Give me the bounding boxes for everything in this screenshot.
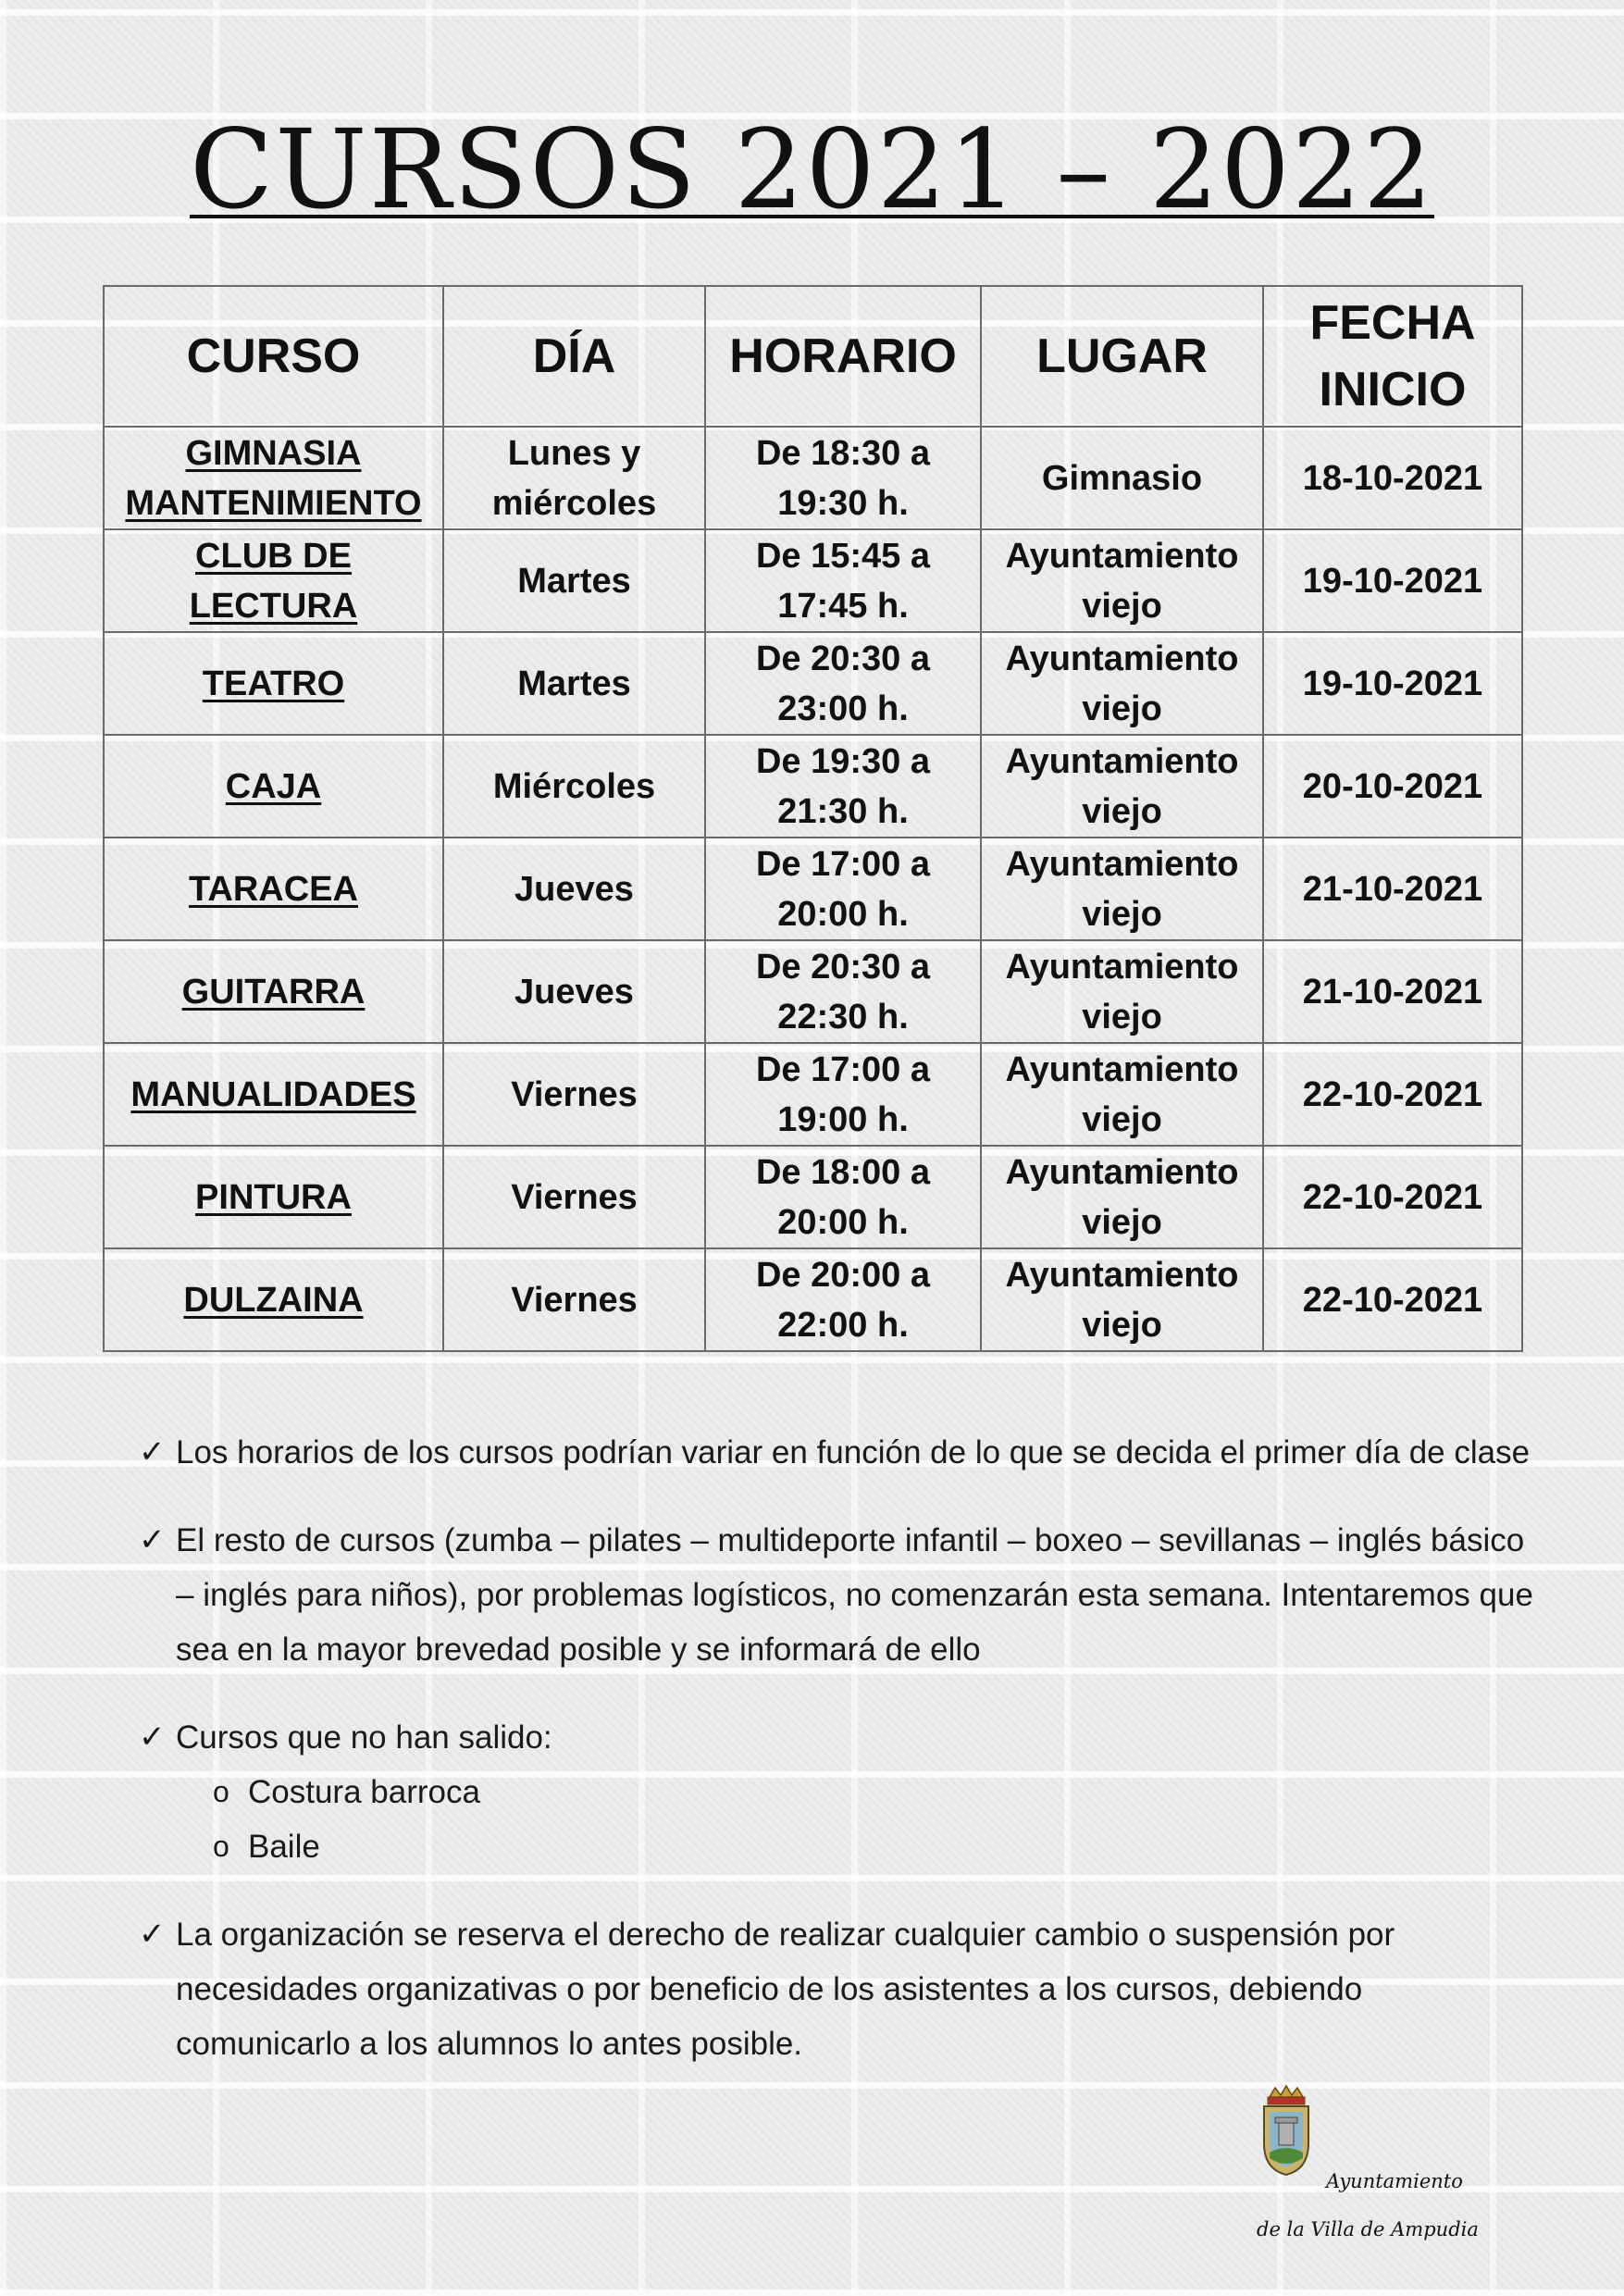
place-line2: viejo	[1082, 1202, 1162, 1242]
course-cell	[104, 529, 443, 632]
place-line1: Ayuntamiento	[1005, 741, 1239, 781]
time-line1: De 19:30 a	[755, 741, 930, 781]
header-day: DÍA	[443, 286, 705, 427]
start-date-cell: 22-10-2021	[1263, 1248, 1522, 1351]
start-date-cell: 19-10-2021	[1263, 632, 1522, 735]
header-course: CURSO	[104, 286, 443, 427]
time-line2: 20:00 h.	[777, 1202, 909, 1242]
note-text: Cursos que no han salido:	[176, 1719, 552, 1756]
schedule-cell	[705, 1043, 981, 1146]
schedule-cell	[705, 735, 981, 838]
day-line2: miércoles	[491, 483, 657, 523]
day-cell	[443, 427, 705, 529]
page-title	[0, 105, 1624, 233]
course-cell	[104, 735, 443, 838]
table-row	[104, 735, 1522, 838]
place-line2: viejo	[1082, 586, 1162, 626]
place-line2: viejo	[1082, 894, 1162, 934]
place-line1: Ayuntamiento	[1005, 947, 1239, 987]
place-cell	[981, 1146, 1263, 1248]
time-line2: 19:00 h.	[777, 1099, 909, 1139]
time-line2: 23:00 h.	[777, 689, 909, 728]
place-cell	[981, 838, 1263, 940]
checkmark-icon: ✓	[139, 1917, 166, 1952]
note-item	[139, 1710, 1545, 1874]
course-cell	[104, 940, 443, 1043]
checkmark-icon: ✓	[139, 1434, 166, 1470]
course-cell	[104, 1043, 443, 1146]
coat-of-arms-icon	[1257, 2084, 1316, 2177]
time-line2: 19:30 h.	[777, 483, 909, 523]
page-title-text: CURSOS 2021 – 2022	[189, 105, 1435, 233]
place-line2: viejo	[1082, 791, 1162, 831]
checkmark-icon: ✓	[139, 1719, 166, 1755]
course-name: CLUB DE LECTURA	[189, 536, 358, 626]
header-start-line1: FECHA	[1309, 296, 1476, 350]
day-cell: Martes	[443, 529, 705, 632]
note-item	[139, 1513, 1545, 1677]
time-line2: 22:00 h.	[777, 1305, 909, 1345]
place-cell	[981, 427, 1263, 529]
table-row	[104, 838, 1522, 940]
time-line2: 22:30 h.	[777, 997, 909, 1036]
time-line1: De 18:00 a	[755, 1152, 930, 1192]
place-line2: viejo	[1082, 1305, 1162, 1345]
checkmark-icon: ✓	[139, 1522, 166, 1558]
table-row	[104, 427, 1522, 529]
place-line1: Ayuntamiento	[1005, 1255, 1239, 1295]
schedule-cell	[705, 1146, 981, 1248]
header-start-line2: INICIO	[1319, 363, 1467, 416]
course-name: GIMNASIA	[185, 433, 362, 473]
table-row	[104, 632, 1522, 735]
place-cell	[981, 940, 1263, 1043]
day-cell: Jueves	[443, 838, 705, 940]
table-row	[104, 1248, 1522, 1351]
place-cell	[981, 1248, 1263, 1351]
course-name: DULZAINA	[183, 1280, 364, 1320]
time-line1: De 20:30 a	[755, 639, 930, 678]
schedule-cell	[705, 1248, 981, 1351]
header-place: LUGAR	[981, 286, 1263, 427]
day-cell: Jueves	[443, 940, 705, 1043]
day-line1: Lunes y	[507, 433, 641, 473]
course-name: GUITARRA	[181, 972, 366, 1011]
time-line1: De 17:00 a	[755, 844, 930, 884]
course-name: TEATRO	[202, 664, 345, 703]
time-line1: De 17:00 a	[755, 1049, 930, 1089]
circle-bullet-icon: o	[213, 1775, 229, 1808]
table-row	[104, 1146, 1522, 1248]
table-header-row	[104, 286, 1522, 427]
schedule-cell	[705, 940, 981, 1043]
note-text: El resto de cursos (zumba – pilates – multideporte infantil – boxeo – sevillanas – inglés básico – inglés para niños), por problemas logísticos, no comenzarán esta semana. Intentaremos que sea en la mayor brevedad posible y se informará de ello	[176, 1522, 1533, 1668]
course-name: TARACEA	[189, 869, 358, 909]
header-start-date	[1263, 286, 1522, 427]
start-date-cell: 19-10-2021	[1263, 529, 1522, 632]
table-row	[104, 529, 1522, 632]
note-text: Los horarios de los cursos podrían variar en función de lo que se decida el primer día de clase	[176, 1434, 1531, 1471]
place-line1: Ayuntamiento	[1005, 639, 1239, 678]
time-line2: 17:45 h.	[777, 586, 909, 626]
day-cell: Miércoles	[443, 735, 705, 838]
start-date-cell: 21-10-2021	[1263, 940, 1522, 1043]
note-text: La organización se reserva el derecho de realizar cualquier cambio o suspensión por necesidades organizativas o por beneficio de los asistentes a los cursos, debiendo comunicarlo a los alumnos lo antes posible.	[176, 1917, 1395, 2062]
schedule-cell	[705, 632, 981, 735]
place-cell	[981, 735, 1263, 838]
place-cell	[981, 1043, 1263, 1146]
place-line1: Ayuntamiento	[1005, 536, 1239, 576]
header-schedule: HORARIO	[705, 286, 981, 427]
place-line1: Ayuntamiento	[1005, 1049, 1239, 1089]
start-date-cell: 18-10-2021	[1263, 427, 1522, 529]
course-name: CAJA	[225, 766, 322, 806]
course-name: PINTURA	[195, 1177, 352, 1217]
day-cell: Viernes	[443, 1043, 705, 1146]
sub-item-text: Costura barroca	[248, 1774, 480, 1810]
time-line1: De 20:30 a	[755, 947, 930, 987]
time-line1: De 18:30 a	[755, 433, 930, 473]
start-date-cell: 21-10-2021	[1263, 838, 1522, 940]
sub-list	[176, 1765, 1545, 1874]
place-line1: Ayuntamiento	[1005, 844, 1239, 884]
course-cell	[104, 1248, 443, 1351]
circle-bullet-icon: o	[213, 1830, 229, 1863]
place-line2: viejo	[1082, 1099, 1162, 1139]
time-line1: De 20:00 a	[755, 1255, 930, 1295]
schedule-cell	[705, 838, 981, 940]
place-line2: viejo	[1082, 689, 1162, 728]
place-line1: Ayuntamiento	[1005, 1152, 1239, 1192]
schedule-cell	[705, 427, 981, 529]
place-line1: Gimnasio	[1041, 458, 1203, 498]
place-cell	[981, 632, 1263, 735]
course-cell	[104, 427, 443, 529]
course-name: MANUALIDADES	[130, 1074, 416, 1114]
course-name-line2: MANTENIMIENTO	[125, 483, 422, 523]
start-date-cell: 22-10-2021	[1263, 1146, 1522, 1248]
sub-item-text: Baile	[248, 1829, 320, 1865]
start-date-cell: 20-10-2021	[1263, 735, 1522, 838]
course-cell	[104, 1146, 443, 1248]
place-cell	[981, 529, 1263, 632]
time-line2: 21:30 h.	[777, 791, 909, 831]
course-cell	[104, 632, 443, 735]
day-cell: Viernes	[443, 1146, 705, 1248]
table-row	[104, 940, 1522, 1043]
note-item	[139, 1425, 1545, 1480]
start-date-cell: 22-10-2021	[1263, 1043, 1522, 1146]
courses-table	[103, 285, 1523, 1352]
day-cell: Martes	[443, 632, 705, 735]
logo-text-line2: de la Villa de Ampudia	[1257, 2218, 1479, 2240]
time-line2: 20:00 h.	[777, 894, 909, 934]
note-item	[139, 1907, 1545, 2071]
sub-list-item	[213, 1765, 1545, 1819]
notes-list	[139, 1425, 1545, 2104]
course-cell	[104, 838, 443, 940]
sub-list-item	[213, 1819, 1545, 1874]
place-line2: viejo	[1082, 997, 1162, 1036]
day-cell: Viernes	[443, 1248, 705, 1351]
table-row	[104, 1043, 1522, 1146]
logo-text-line1: Ayuntamiento	[1326, 2170, 1463, 2192]
schedule-cell	[705, 529, 981, 632]
time-line1: De 15:45 a	[755, 536, 930, 576]
